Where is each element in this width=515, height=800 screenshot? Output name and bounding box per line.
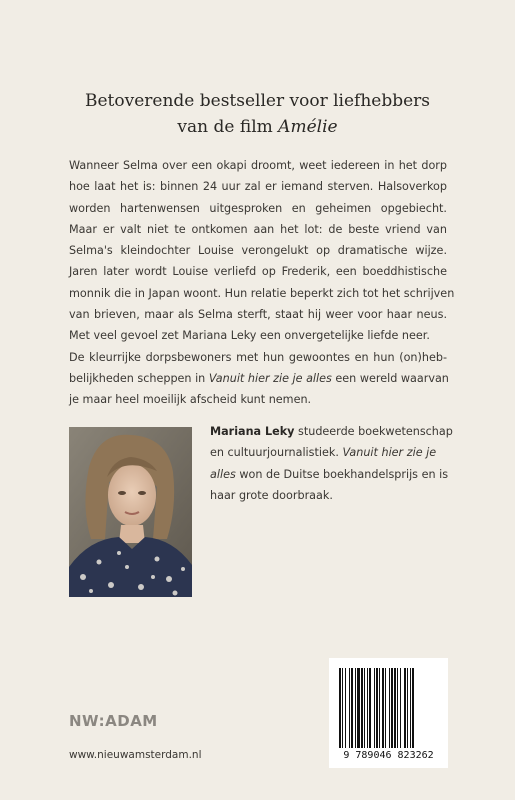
author-bio <box>210 421 453 506</box>
author-name: Mariana Leky <box>210 425 295 438</box>
blurb-text <box>69 155 455 411</box>
barcode-bar <box>379 668 380 748</box>
isbn-number: 9 789046 823262 <box>343 750 434 761</box>
barcode-bar <box>389 668 390 748</box>
barcode-bar <box>357 668 360 748</box>
blurb-line: hoe laat het is: binnen 24 uur zal er iemand sterven. Halsoverkop <box>69 180 447 194</box>
barcode-bar <box>342 668 343 748</box>
blurb-line: De kleurrijke dorpsbewoners met hun gewoontes en hun (on)heb- <box>69 350 447 364</box>
barcode-bar <box>361 668 363 748</box>
bio-line: Mariana Leky studeerde boekwetenschap <box>210 425 453 438</box>
barcode-bar <box>382 668 384 748</box>
barcode-bar <box>369 668 371 748</box>
author-photo-image <box>69 427 192 597</box>
blurb-line: Met veel gevoel zet Mariana Leky een onvergetelijke liefde neer. <box>69 329 430 343</box>
blurb-line: je maar heel moeilijk afscheid kunt nemen. <box>69 393 312 407</box>
barcode-bar <box>374 668 375 748</box>
barcode-bar <box>376 668 378 748</box>
barcode-bar <box>410 668 411 748</box>
publisher-url: www.nieuwamsterdam.nl <box>69 749 202 761</box>
barcode-bar <box>394 668 396 748</box>
headline-line-2: van de film Amélie <box>177 117 338 137</box>
blurb-line: Wanneer Selma over een okapi droomt, weet iedereen in het dorp <box>69 159 447 172</box>
bio-line: en cultuurjournalistiek. Vanuit hier zie je <box>210 446 437 460</box>
barcode-bar <box>391 668 393 748</box>
bio-line: haar grote doorbraak. <box>210 488 333 502</box>
film-title: Amélie <box>278 117 338 137</box>
book-title: Vanuit hier zie je alles <box>208 371 332 385</box>
blurb-line: Maar er valt niet te ontkomen aan het lot: de beste vriend van <box>69 222 447 236</box>
barcode-bar <box>407 668 408 748</box>
publisher-logo: NW:ADAM <box>69 712 158 730</box>
barcode-bar <box>412 668 414 748</box>
blurb-line: van brieven, maar als Selma sterft, staat hij weer voor haar neus. <box>69 308 447 322</box>
barcode <box>329 658 448 768</box>
barcode-bar <box>339 668 341 748</box>
headline-line-1: Betoverende bestseller voor liefhebbers <box>84 91 431 111</box>
barcode-bar <box>397 668 398 748</box>
blurb-line: belijkheden scheppen in Vanuit hier zie je alles een wereld waarvan <box>69 371 449 385</box>
headline <box>40 88 475 140</box>
barcode-bar <box>355 668 356 748</box>
author-photo <box>69 427 192 597</box>
barcode-bars <box>339 668 438 748</box>
blurb-line: monnik die in Japan woont. Hun relatie beperkt zich tot het schrijven <box>69 286 455 300</box>
barcode-bar <box>367 668 368 748</box>
barcode-bar <box>364 668 365 748</box>
bio-line: alles won de Duitse boekhandelsprijs en is <box>210 467 449 481</box>
barcode-bar <box>349 668 350 748</box>
barcode-bar <box>385 668 386 748</box>
blurb-line: Selma's kleindochter Louise verongelukt op dramatische wijze. <box>69 244 447 258</box>
blurb-line: Jaren later wordt Louise verliefd op Frederik, een boeddhistische <box>69 265 447 279</box>
barcode-bar <box>404 668 406 748</box>
barcode-bar <box>345 668 346 748</box>
barcode-bar <box>400 668 401 748</box>
blurb-line: worden hartenwensen uitgesproken en geheimen opgebiecht. <box>69 201 447 215</box>
barcode-bar <box>351 668 353 748</box>
